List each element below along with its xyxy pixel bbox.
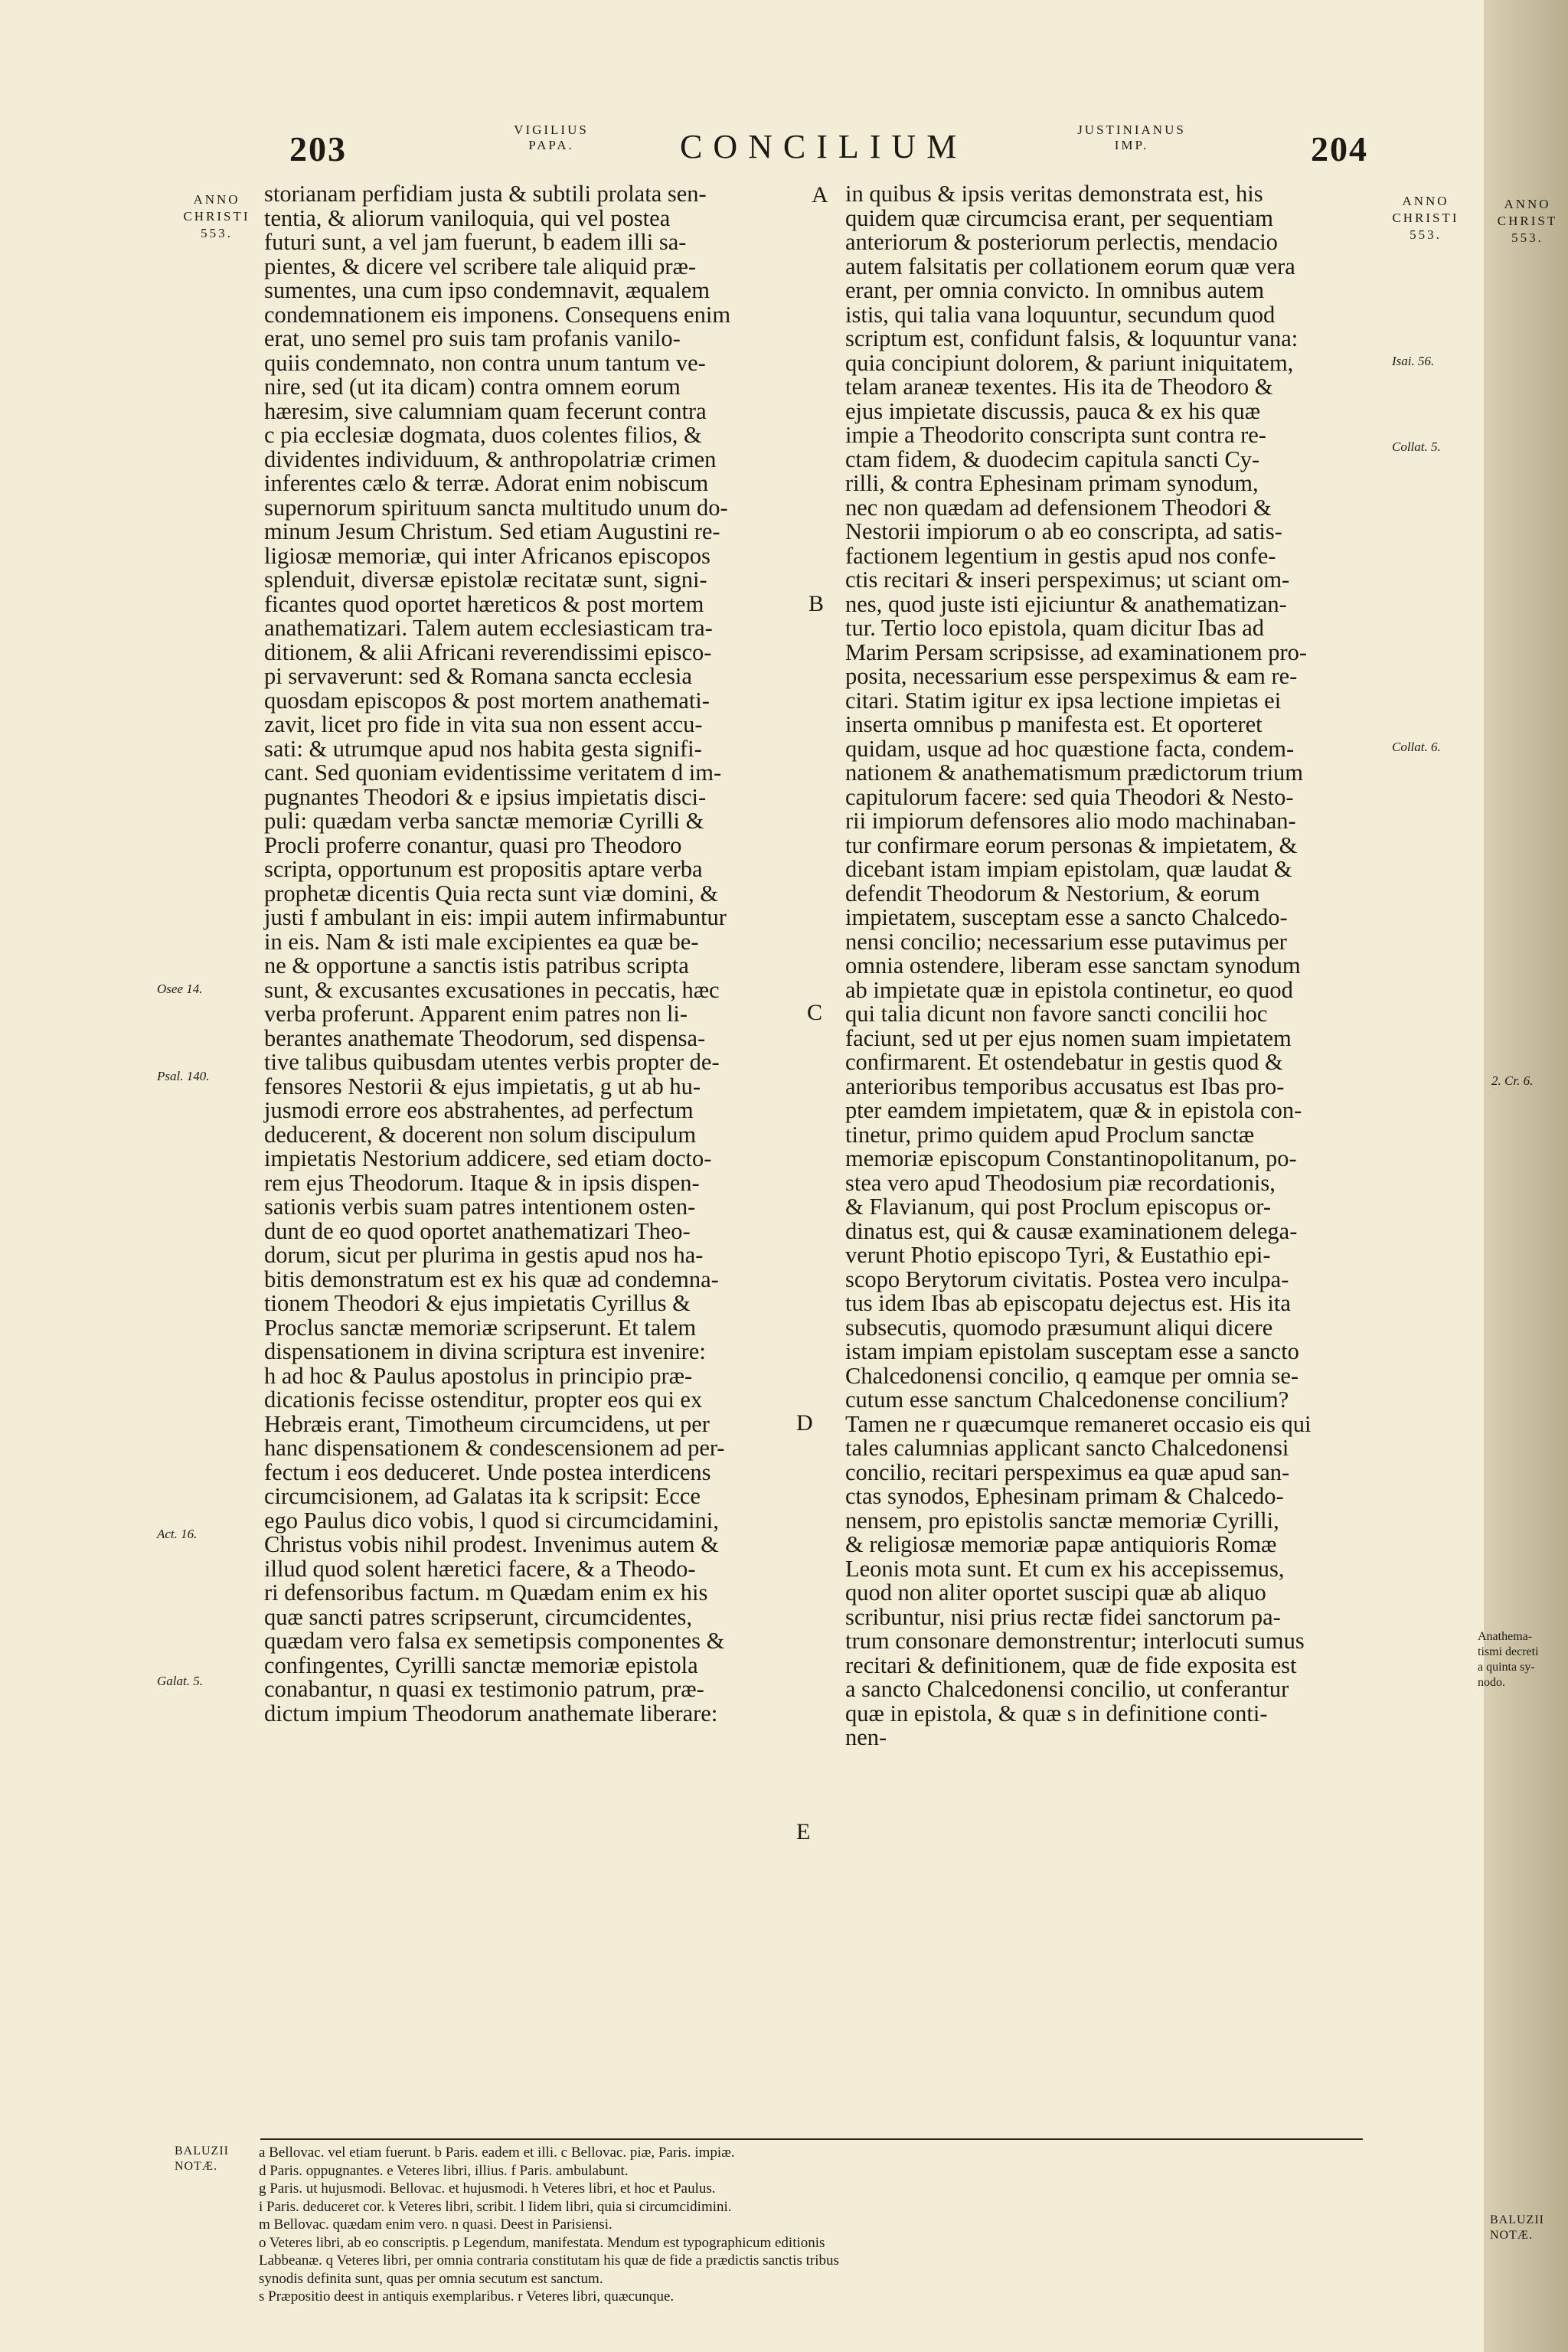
text-line: dictum impium Theodorum anathemate liberare: xyxy=(264,1700,718,1726)
text-line: jusmodi errore eos abstrahentes, ad perfectum xyxy=(264,1097,694,1123)
footnote-line: g Paris. ut hujusmodi. Bellovac. et hujusmodi. h Veteres libri, et hoc et Paulus. xyxy=(259,2180,716,2197)
text-line: nensem, pro epistolis sanctæ memoriæ Cyrilli, xyxy=(845,1507,1279,1534)
text-line: nes, quod juste isti ejiciuntur & anathematizan- xyxy=(845,590,1287,617)
margin-note-collatio-6: Collat. 6. xyxy=(1392,740,1441,754)
text-line: scopo Berytorum civitatis. Postea vero inculpa- xyxy=(845,1266,1289,1292)
text-line: anteriorum & posteriorum perlectis, mendacio xyxy=(845,229,1278,255)
footnote-line: o Veteres libri, ab eo conscriptis. p Legendum, manifestata. Mendum est typographicum editionis xyxy=(259,2234,825,2251)
text-line: rii impiorum defensores alio modo machinaban- xyxy=(845,808,1296,834)
text-line: quæ in epistola, & quæ s in definitione conti- xyxy=(845,1700,1268,1726)
text-line: deducerent, & docerent non solum discipulum xyxy=(264,1121,697,1148)
text-line: erat, uno semel pro suis tam profanis vanilo- xyxy=(264,325,681,351)
text-line: bitis demonstratum est ex his quæ ad condemna- xyxy=(264,1266,719,1292)
text-line: ctas synodos, Ephesinam primam & Chalcedo- xyxy=(845,1483,1284,1509)
text-line: Procli proferre conantur, quasi pro Theodoro xyxy=(264,831,682,858)
footnote-line: synodis definita sunt, quas per omnia secutum est sanctum. xyxy=(259,2270,603,2287)
adjacent-page-edge xyxy=(1484,0,1568,2352)
section-letter-b: B xyxy=(808,591,825,616)
text-line: quæ sancti patres scripserunt, circumcidentes, xyxy=(264,1603,692,1630)
text-line: scribuntur, nisi prius rectæ fidei sanctorum pa- xyxy=(845,1603,1281,1630)
text-line: confirmarent. Et ostendebatur in gestis quod & xyxy=(845,1049,1283,1075)
text-line: verunt Photio episcopo Tyri, & Eustathio epi- xyxy=(845,1242,1271,1268)
margin-note-osee: Osee 14. xyxy=(157,982,203,996)
margin-note-collatio-5: Collat. 5. xyxy=(1392,439,1441,454)
text-line: & Flavianum, qui post Proclum episcopus or- xyxy=(845,1194,1271,1220)
text-line: inferentes cælo & terræ. Adorat enim nobiscum xyxy=(264,470,709,496)
margin-note-psalm: Psal. 140. xyxy=(157,1069,210,1083)
text-line: tive talibus quibusdam utentes verbis propter de- xyxy=(264,1049,720,1075)
section-letter-c: C xyxy=(807,1000,823,1025)
text-line: zavit, licet pro fide in vita sua non essent accu- xyxy=(264,711,703,737)
margin-note-galatians: Galat. 5. xyxy=(157,1674,203,1688)
text-line: ri defensoribus factum. m Quædam enim ex his xyxy=(264,1579,708,1606)
text-line: quidem quæ circumcisa erant, per sequentiam xyxy=(845,204,1273,231)
text-line: anterioribus temporibus accusatus est Ibas pro- xyxy=(845,1073,1285,1099)
footnotes xyxy=(259,2144,1361,2306)
footnote-line: d Paris. oppugnantes. e Veteres libri, illius. f Paris. ambulabunt. xyxy=(259,2162,629,2179)
text-line: pter eamdem impietatem, quæ & in epistola con- xyxy=(845,1097,1302,1123)
text-line: omnia ostendere, liberam esse sanctam synodum xyxy=(845,952,1301,978)
text-line: scriptum est, confidunt falsis, & loquuntur vana: xyxy=(845,325,1298,351)
page-title: CONCILIUM xyxy=(680,128,968,165)
text-line: illud quod solent hæretici facere, & a Theodo- xyxy=(264,1555,696,1582)
text-line: tinetur, primo quidem apud Proclum sanctæ xyxy=(845,1121,1255,1148)
text-line: c pia ecclesiæ dogmata, duos colentes filios, & xyxy=(264,422,702,448)
text-line: quod non aliter oportet suscipi quæ ab aliquo xyxy=(845,1579,1266,1606)
margin-note-acts: Act. 16. xyxy=(157,1527,198,1541)
text-line: conabantur, n quasi ex testimonio patrum, præ- xyxy=(264,1676,704,1702)
text-line: citari. Statim igitur ex ipsa lectione impietas ei xyxy=(845,687,1282,714)
footnote-line: s Præpositio deest in antiquis exemplaribus. r Veteres libri, quæcunque. xyxy=(259,2288,675,2305)
text-line: Proclus sanctæ memoriæ scripserunt. Et talem xyxy=(264,1314,697,1341)
text-line: quiis condemnato, non contra unum tantum ve- xyxy=(264,349,706,376)
right-text-column xyxy=(845,182,1386,1750)
anno-christi-right: ANNO CHRISTI 553. xyxy=(1392,194,1459,242)
text-line: hæresim, sive calumniam quam fecerunt contra xyxy=(264,397,707,424)
text-line: ctis recitari & inseri perspeximus; ut sciant om- xyxy=(845,567,1290,593)
text-line: pi servaverunt: sed & Romana sancta ecclesia xyxy=(264,663,692,689)
footnote-line: m Bellovac. quædam enim vero. n quasi. Deest in Parisiensi. xyxy=(259,2216,612,2233)
text-line: dividentes individuum, & anthropolatriæ crimen xyxy=(264,446,717,472)
text-line: futuri sunt, a vel jam fuerunt, b eadem illi sa- xyxy=(264,229,687,255)
text-line: prophetæ dicentis Quia recta sunt viæ domini, & xyxy=(264,880,718,906)
text-line: nire, sed (ut ita dicam) contra omnem eorum xyxy=(264,374,681,400)
text-line: erant, per omnia convicto. In omnibus autem xyxy=(845,277,1265,303)
page-number-right: 204 xyxy=(1311,129,1368,168)
text-line: factionem legentium in gestis apud nos confe- xyxy=(845,542,1276,569)
text-line: scripta, opportunum est propositis aptare verba xyxy=(264,856,703,882)
margin-note-isaiah: Isai. 56. xyxy=(1392,354,1435,368)
page-number-left: 203 xyxy=(289,129,347,168)
text-line: ego Paulus dico vobis, l quod si circumcidamini, xyxy=(264,1507,719,1534)
anno-christi-adjacent-page: ANNO CHRIST 553. xyxy=(1497,197,1558,245)
text-line: tionem Theodori & ejus impietatis Cyrillus & xyxy=(264,1290,691,1316)
text-line: condemnationem eis imponens. Consequens enim xyxy=(264,301,731,328)
text-line: & religiosæ memoriæ papæ antiquioris Romæ xyxy=(845,1531,1277,1557)
text-line: fensores Nestorii & ejus impietatis, g ut ab hu- xyxy=(264,1073,701,1099)
text-line: quidam, usque ad hoc quæstione facta, condem- xyxy=(845,735,1295,762)
text-line: berantes anathemate Theodorum, sed dispensa- xyxy=(264,1024,706,1051)
text-line: dunt de eo quod oportet anathematizari Theo- xyxy=(264,1217,691,1244)
text-line: nen- xyxy=(845,1724,887,1750)
text-line: tales calumnias applicant sancto Chalcedonensi xyxy=(845,1435,1289,1461)
text-line: rem ejus Theodorum. Itaque & in ipsis dispen- xyxy=(264,1169,700,1196)
text-line: cutum esse sanctum Chalcedonense concilium? xyxy=(845,1387,1289,1413)
text-line: memoriæ episcopum Constantinopolitanum, po- xyxy=(845,1145,1297,1171)
text-line: dorum, sicut per plurima in gestis apud nos ha- xyxy=(264,1242,704,1268)
text-line: faciunt, sed ut per ejus nomen suam impietatem xyxy=(845,1024,1292,1051)
text-line: tus idem Ibas ab episcopatu dejectus est. His ita xyxy=(845,1290,1291,1316)
section-letter-d: D xyxy=(796,1410,813,1436)
text-line: supernorum spirituum sancta multitudo unum do- xyxy=(264,494,728,521)
text-line: sati: & utrumque apud nos habita gesta signifi- xyxy=(264,735,702,762)
text-line: sumentes, una cum ipso condemnavit, æqualem xyxy=(264,277,710,303)
text-line: quosdam episcopos & post mortem anathemati- xyxy=(264,687,710,714)
section-letter-e: E xyxy=(796,1819,811,1844)
text-line: ligiosæ memoriæ, qui inter Africanos episcopos xyxy=(264,542,710,569)
text-line: confingentes, Cyrilli sanctæ memoriæ epistola xyxy=(264,1651,698,1678)
text-line: dispensationem in divina scriptura est invenire: xyxy=(264,1338,706,1364)
text-line: Chalcedonensi concilio, q eamque per omnia se- xyxy=(845,1362,1299,1389)
text-line: telam araneæ texentes. His ita de Theodoro & xyxy=(845,374,1273,400)
text-line: inserta omnibus p manifesta est. Et oporteret xyxy=(845,711,1263,737)
text-line: storianam perfidiam justa & subtili prolata sen- xyxy=(264,181,707,207)
text-line: sationis verbis suam patres intentionem osten- xyxy=(264,1194,696,1220)
text-line: qui talia dicunt non favore sancti concilii hoc xyxy=(845,1001,1268,1027)
running-head-vigilius: VIGILIUS PAPA. xyxy=(514,122,589,152)
text-line: posita, necessarium esse perspeximus & eam re- xyxy=(845,663,1298,689)
text-line: ne & opportune a sanctis istis patribus scripta xyxy=(264,952,689,978)
text-line: istis, qui talia vana loquuntur, secundum quod xyxy=(845,301,1276,328)
text-line: ejus impietate discussis, pauca & ex his quæ xyxy=(845,397,1261,424)
footnote-divider xyxy=(260,2138,1363,2140)
text-line: Leonis mota sunt. Et cum ex his accepissemus, xyxy=(845,1555,1285,1582)
text-line: circumcisionem, ad Galatas ita k scripsit: Ecce xyxy=(264,1483,701,1509)
text-line: dicationis fecisse ostenditur, propter eos qui ex xyxy=(264,1387,703,1413)
text-line: Nestorii impiorum o ab eo conscripta, ad satis- xyxy=(845,518,1282,544)
baluzii-notae-label: BALUZII NOTÆ. xyxy=(175,2145,229,2173)
text-line: Tamen ne r quæcumque remaneret occasio eis qui xyxy=(845,1410,1312,1437)
text-line: minum Jesum Christum. Sed etiam Augustini re- xyxy=(264,518,720,544)
text-line: stea vero apud Theodosium piæ recordationis, xyxy=(845,1169,1276,1196)
text-line: quia concipiunt dolorem, & pariunt iniquitatem, xyxy=(845,349,1294,376)
text-line: Marim Persam scripsisse, ad examinationem pro- xyxy=(845,639,1308,665)
baluzii-notae-label-right: BALUZII NOTÆ. xyxy=(1490,2213,1544,2242)
text-line: recitari & definitionem, quæ de fide exposita est xyxy=(845,1651,1297,1678)
text-line: defendit Theodorum & Nestorium, & eorum xyxy=(845,880,1260,906)
text-line: ab impietate quæ in epistola continetur, eo quod xyxy=(845,976,1293,1003)
text-line: a sancto Chalcedonensi concilio, ut conferantur xyxy=(845,1676,1289,1702)
text-line: in eis. Nam & isti male excipientes ea quæ be- xyxy=(264,928,699,955)
text-line: pugnantes Theodori & e ipsius impietatis disci- xyxy=(264,783,707,810)
footnote-line: Labbeanæ. q Veteres libri, per omnia contraria constitutam his quæ de fide a prædictis sanctis tribus xyxy=(259,2252,839,2269)
text-line: ditionem, & alii Africani reverendissimi episco- xyxy=(264,639,712,665)
text-line: cant. Sed quoniam evidentissime veritatem d im- xyxy=(264,760,722,786)
text-line: hanc dispensationem & condescensionem ad per- xyxy=(264,1435,725,1461)
left-text-column xyxy=(264,182,780,1726)
text-line: ctam fidem, & duodecim capitula sancti Cy- xyxy=(845,446,1260,472)
text-line: tur. Tertio loco epistola, quam dicitur Ibas ad xyxy=(845,615,1265,641)
text-line: anathematizari. Talem autem ecclesiasticam tra- xyxy=(264,615,713,641)
text-line: justi f ambulant in eis: impii autem infirmabuntur xyxy=(264,904,727,930)
text-line: impietatem, susceptam esse a sancto Chalcedo- xyxy=(845,904,1288,930)
text-line: autem falsitatis per collationem eorum quæ vera xyxy=(845,253,1295,279)
text-line: Christus vobis nihil prodest. Invenimus autem & xyxy=(264,1531,719,1557)
text-line: capitulorum facere: sed quia Theodori & Nesto- xyxy=(845,783,1294,810)
text-line: verba proferunt. Apparent enim patres non li- xyxy=(264,1001,688,1027)
text-line: trum consonare demonstrentur; interlocuti sumus xyxy=(845,1628,1305,1654)
text-line: subsecutis, quomodo præsumunt aliqui dicere xyxy=(845,1314,1273,1341)
text-line: puli: quædam verba sanctæ memoriæ Cyrilli & xyxy=(264,808,704,834)
text-line: Hebræis erant, Timotheum circumcidens, ut per xyxy=(264,1410,710,1437)
text-line: fectum i eos deduceret. Unde postea interdicens xyxy=(264,1459,711,1485)
running-head-justinianus: JUSTINIANUS IMP. xyxy=(1077,122,1186,152)
footnote-line: i Paris. deduceret cor. k Veteres libri, scribit. l Iidem libri, quia si circumcidimini. xyxy=(259,2198,732,2215)
text-line: tur confirmare eorum personas & impietatem, & xyxy=(845,831,1298,858)
text-line: nensi concilio; necessarium esse putavimus per xyxy=(845,928,1287,955)
text-line: pientes, & dicere vel scribere tale aliquid præ- xyxy=(264,253,697,279)
text-line: nec non quædam ad defensionem Theodori & xyxy=(845,494,1272,521)
text-line: nationem & anathematismum prædictorum trium xyxy=(845,760,1304,786)
text-line: dicebant istam impiam epistolam, quæ laudat & xyxy=(845,856,1292,882)
text-line: istam impiam epistolam susceptam esse a sancto xyxy=(845,1338,1299,1364)
text-line: dinatus est, qui & causæ examinationem delega- xyxy=(845,1217,1298,1244)
text-line: sunt, & excusantes excusationes in peccatis, hæc xyxy=(264,976,720,1003)
text-line: ficantes quod oportet hæreticos & post mortem xyxy=(264,590,704,617)
text-line: impie a Theodorito conscripta sunt contra re- xyxy=(845,422,1266,448)
text-line: rilli, & contra Ephesinam primam synodum, xyxy=(845,470,1259,496)
text-line: concilio, recitari perspeximus ea quæ apud san- xyxy=(845,1459,1290,1485)
section-letter-a: A xyxy=(812,182,828,207)
text-line: splenduit, diversæ epistolæ recitatæ sunt, signi- xyxy=(264,567,707,593)
margin-note-anathematismi: Anathema- tismi decreti a quinta sy- nodo. xyxy=(1478,1630,1539,1689)
text-line: quædam vero falsa ex semetipsis componentes & xyxy=(264,1628,725,1654)
text-line: tentia, & aliorum vaniloquia, qui vel postea xyxy=(264,204,671,231)
text-line: h ad hoc & Paulus apostolus in principio præ- xyxy=(264,1362,693,1389)
text-line: impietatis Nestorium addicere, sed etiam docto- xyxy=(264,1145,712,1171)
text-line: in quibus & ipsis veritas demonstrata est, his xyxy=(845,181,1263,207)
margin-note-adjacent-page: 2. Cr. 6. xyxy=(1491,1073,1534,1088)
footnote-line: a Bellovac. vel etiam fuerunt. b Paris. eadem et illi. c Bellovac. piæ, Paris. impiæ. xyxy=(259,2145,735,2161)
anno-christi-left: ANNO CHRISTI 553. xyxy=(183,192,250,240)
